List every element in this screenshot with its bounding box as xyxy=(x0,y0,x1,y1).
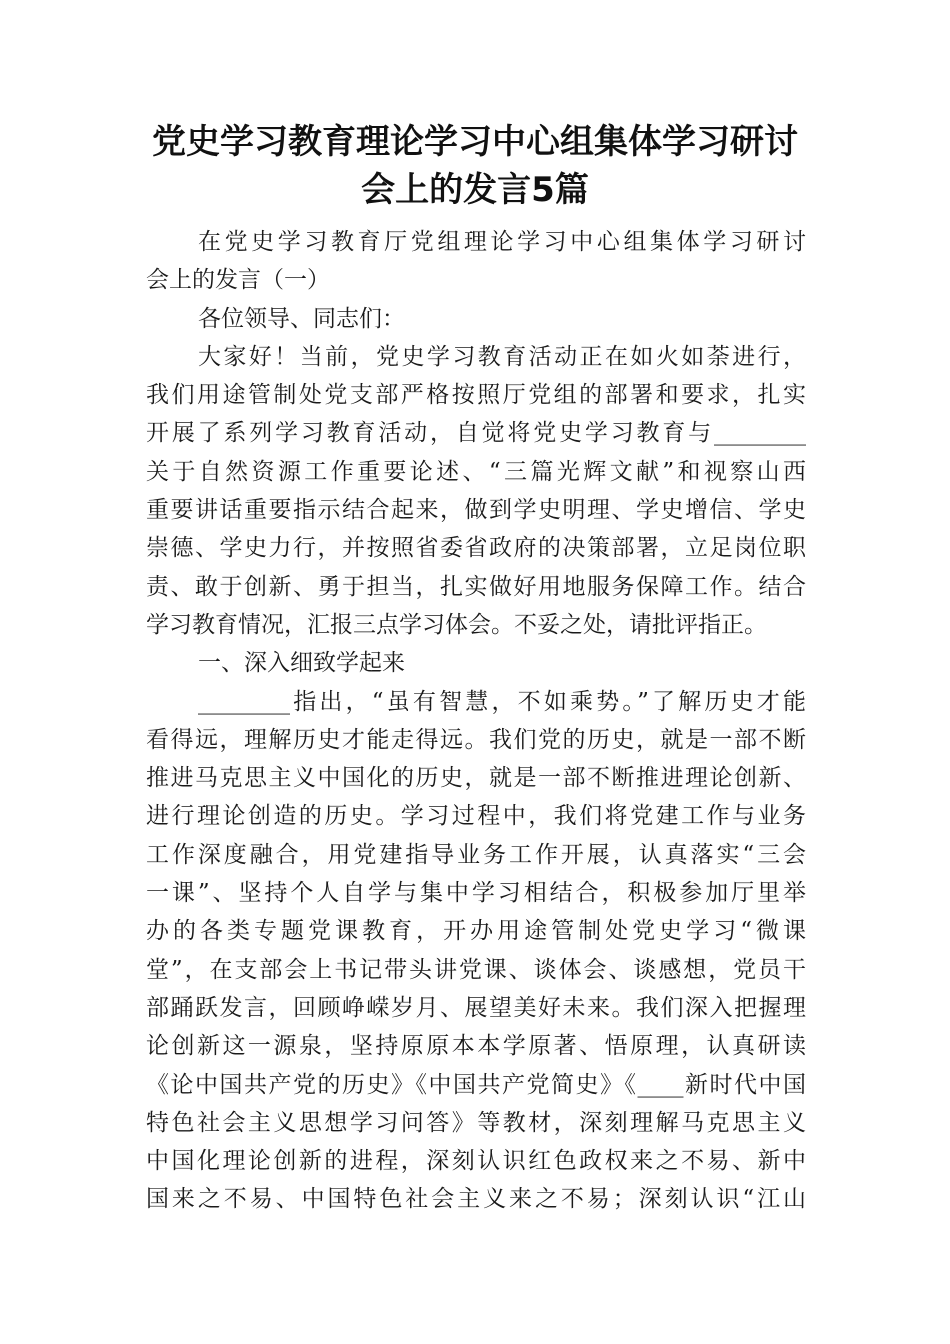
body-text-line: 工作深度融合，用党建指导业务工作开展，认真落实“三会 xyxy=(146,841,806,868)
body-text-line: 中国化理论创新的进程，深刻认识红色政权来之不易、新中 xyxy=(146,1148,806,1175)
body-text-line: 一、深入细致学起来 xyxy=(198,650,405,677)
body-text-line: 崇德、学史力行，并按照省委省政府的决策部署，立足岗位职 xyxy=(146,535,806,562)
body-text-line: 责、敢于创新、勇于担当，扎实做好用地服务保障工作。结合 xyxy=(146,573,806,600)
body-text-line: 推进马克思主义中国化的历史，就是一部不断推进理论创新、 xyxy=(146,765,806,792)
body-text-line: 在党史学习教育厅党组理论学习中心组集体学习研讨 xyxy=(198,229,806,255)
body-text-line: 重要讲话重要指示结合起来，做到学史明理、学史增信、学史 xyxy=(146,497,806,524)
document-title-line-1: 党史学习教育理论学习中心组集体学习研讨 xyxy=(152,122,798,162)
body-text-line: 我们用途管制处党支部严格按照厅党组的部署和要求，扎实 xyxy=(146,382,806,409)
body-text-line: 国来之不易、中国特色社会主义来之不易；深刻认识“江山 xyxy=(146,1186,806,1213)
body-text-line: 部踊跃发言，回顾峥嵘岁月、展望美好未来。我们深入把握理 xyxy=(146,994,806,1021)
body-text-line: ________指出，“虽有智慧，不如乘势。”了解历史才能 xyxy=(198,688,806,715)
body-text-line: 《论中国共产党的历史》《中国共产党简史》《____新时代中国 xyxy=(146,1071,806,1098)
body-text-line: 学习教育情况，汇报三点学习体会。不妥之处，请批评指正。 xyxy=(146,611,767,638)
document-body xyxy=(146,223,806,1219)
body-text-line: 特色社会主义思想学习问答》等教材，深刻理解马克思主义 xyxy=(146,1109,806,1136)
body-text-line: 堂”，在支部会上书记带头讲党课、谈体会、谈感想，党员干 xyxy=(146,956,806,983)
body-text-line: 进行理论创造的历史。学习过程中，我们将党建工作与业务 xyxy=(146,803,806,830)
body-text-line: 一课”、坚持个人自学与集中学习相结合，积极参加厅里举 xyxy=(146,880,806,907)
body-text-line: 开展了系列学习教育活动，自觉将党史学习教育与________ xyxy=(146,420,806,447)
body-text-line: 各位领导、同志们： xyxy=(198,305,405,332)
body-text-line: 看得远，理解历史才能走得远。我们党的历史，就是一部不断 xyxy=(146,726,806,753)
body-text-line: 大家好！当前，党史学习教育活动正在如火如荼进行， xyxy=(198,343,806,370)
body-text-line: 会上的发言（一） xyxy=(146,267,330,294)
document-title-line-2: 会上的发言5篇 xyxy=(361,170,589,210)
body-text-line: 关于自然资源工作重要论述、“三篇光辉文献”和视察山西 xyxy=(146,458,806,485)
body-text-line: 办的各类专题党课教育，开办用途管制处党史学习“微课 xyxy=(146,918,806,945)
body-text-line: 论创新这一源泉，坚持原原本本学原著、悟原理，认真研读 xyxy=(146,1033,806,1060)
